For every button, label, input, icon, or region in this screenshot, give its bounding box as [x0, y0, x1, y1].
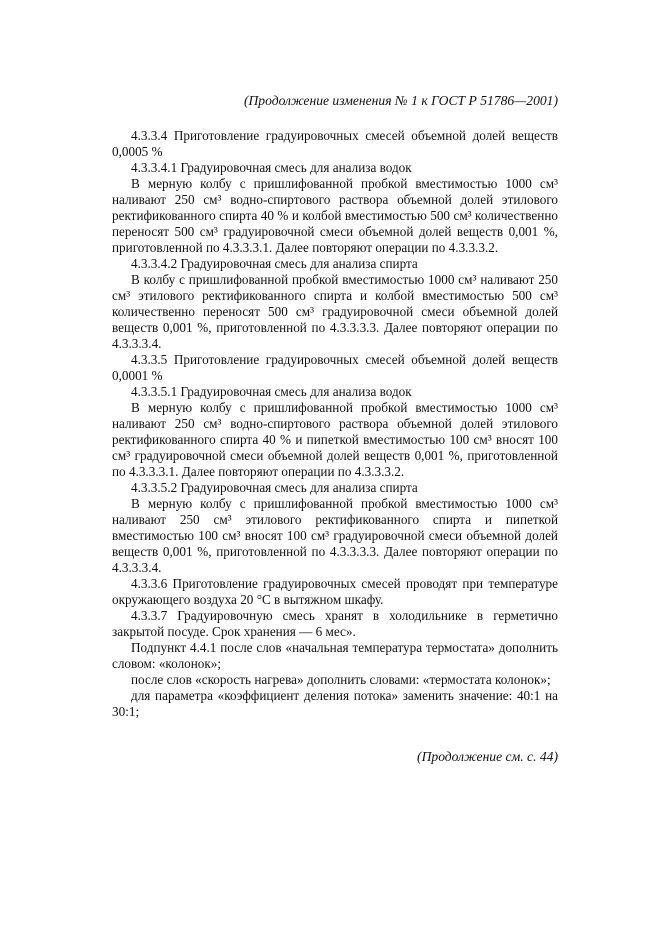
- body-paragraph: 4.3.3.7 Градуировочную смесь хранят в холодильнике в герметично закрытой посуде. Срок хранения — 6 мес».: [112, 608, 558, 639]
- body-paragraph: В мерную колбу с пришлифованной пробкой вместимостью 1000 см³ наливают 250 см³ водно-спиртового раствора объемной долей этилового ректификованного спирта 40 % и колбой вместимостью 500 см³ количественно переносят 500 см³ градуировочной смеси объемной долей веществ 0,001 %, приготовленной по 4.3.3.3.1. Далее повторяют операции по 4.3.3.3.2.: [112, 176, 558, 255]
- amendment-paragraph: Подпункт 4.4.1 после слов «начальная температура термостата» дополнить словом: «колонок»;: [112, 640, 558, 671]
- section-heading: 4.3.3.5 Приготовление градуировочных смесей объемной долей веществ 0,0001 %: [112, 352, 558, 383]
- body-paragraph: В мерную колбу с пришлифованной пробкой вместимостью 1000 см³ наливают 250 см³ этилового ректификованного спирта и пипеткой вместимостью 100 см³ вносят 100 см³ градуировочной смеси объемной долей веществ 0,001 %, приготовленной по 4.3.3.3.3. Далее повторяют операции по 4.3.3.3.4.: [112, 496, 558, 575]
- document-body: [112, 93, 558, 720]
- subsection-heading: 4.3.3.5.1 Градуировочная смесь для анализа водок: [131, 384, 412, 399]
- page-header: (Продолжение изменения № 1 к ГОСТ Р 51786—2001): [243, 93, 558, 108]
- amendment-paragraph: после слов «скорость нагрева» дополнить словами: «термостата колонок»;: [131, 672, 551, 687]
- subsection-heading: 4.3.3.5.2 Градуировочная смесь для анализа спирта: [131, 480, 418, 495]
- section-heading: 4.3.3.4 Приготовление градуировочных смесей объемной долей веществ 0,0005 %: [112, 128, 558, 159]
- body-paragraph: 4.3.3.6 Приготовление градуировочных смесей проводят при температуре окружающего воздуха 20 °С в вытяжном шкафу.: [112, 576, 558, 607]
- subsection-heading: 4.3.3.4.2 Градуировочная смесь для анализа спирта: [131, 256, 418, 271]
- body-paragraph: В мерную колбу с пришлифованной пробкой вместимостью 1000 см³ наливают 250 см³ водно-спиртового раствора объемной долей этилового ректификованного спирта 40 % и пипеткой вместимостью 100 см³ вносят 100 см³ градуировочной смеси объемной долей веществ 0,001 %, приготовленной по 4.3.3.3.1. Далее повторяют операции по 4.3.3.3.2.: [112, 400, 558, 479]
- subsection-heading: 4.3.3.4.1 Градуировочная смесь для анализа водок: [131, 160, 412, 175]
- body-paragraph: В колбу с пришлифованной пробкой вместимостью 1000 см³ наливают 250 см³ этилового ректификованного спирта и колбой вместимостью 500 см³ количественно переносят 500 см³ градуировочной смеси объемной долей веществ 0,001 %, приготовленной по 4.3.3.3.3. Далее повторяют операции по 4.3.3.3.4.: [112, 272, 558, 351]
- amendment-paragraph: для параметра «коэффициент деления потока» заменить значение: 40:1 на 30:1;: [112, 688, 558, 719]
- page-footer: (Продолжение см. с. 44): [417, 749, 558, 764]
